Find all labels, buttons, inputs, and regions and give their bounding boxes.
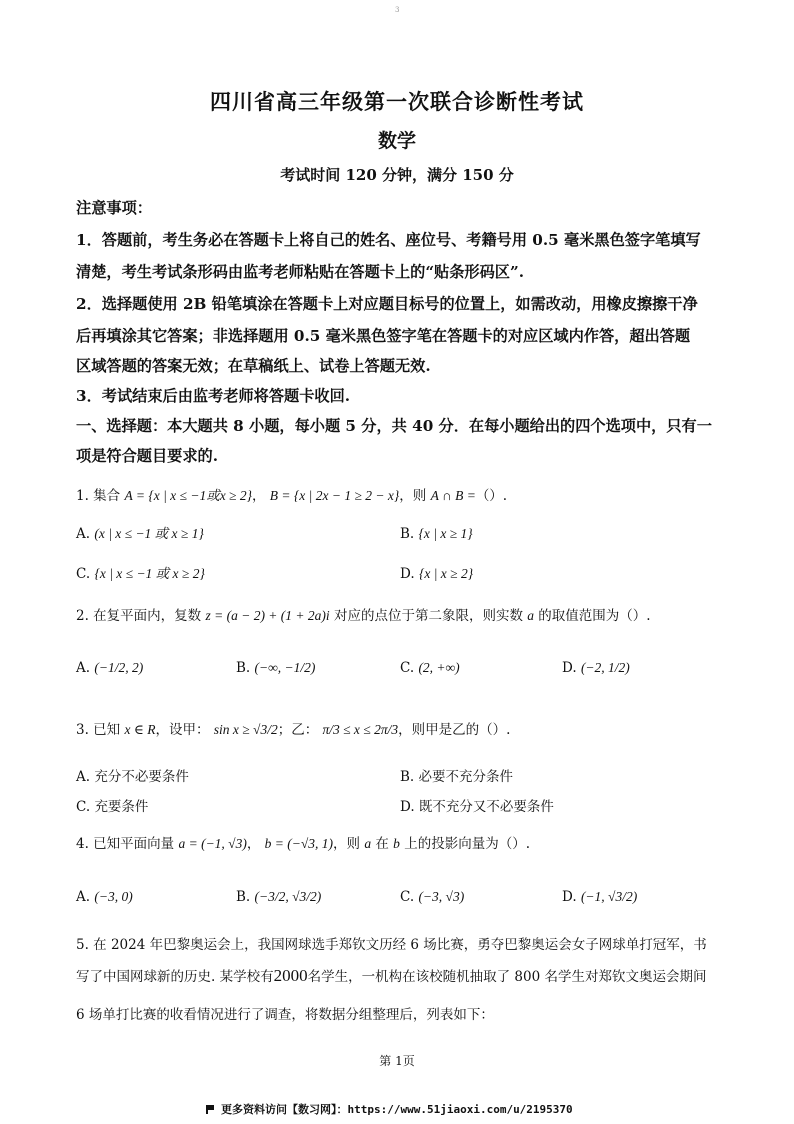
option-text: (−3, 0) <box>94 889 133 904</box>
question-1-option-b[interactable] <box>400 524 473 544</box>
notice-item-1-line-2: 清楚，考生考试条形码由监考老师粘贴在答题卡上的“贴条形码区”. <box>76 263 525 281</box>
notice-item-3: 3．考试结束后由监考老师将答题卡收回. <box>76 387 351 405</box>
question-2-tail: 的取值范围为（）. <box>538 608 651 624</box>
question-3-option-a[interactable] <box>76 767 189 787</box>
option-text: 既不充分又不必要条件 <box>418 799 554 815</box>
question-4-separator: ， <box>246 836 261 852</box>
option-label: B. <box>236 889 251 905</box>
option-label: C. <box>76 566 91 582</box>
question-1-ask-prefix: ，则 <box>399 488 427 504</box>
question-1-option-c[interactable] <box>76 564 205 584</box>
option-label: A. <box>76 660 91 676</box>
question-2-option-a[interactable] <box>76 658 143 678</box>
question-5-line-2 <box>76 966 706 987</box>
option-text: (−1/2, 2) <box>94 660 144 675</box>
option-label: C. <box>400 889 415 905</box>
page-number: 第 1页 <box>379 1054 415 1068</box>
exam-title: 四川省高三年级第一次联合诊断性考试 <box>210 89 584 114</box>
question-3-yi-label: ；乙： <box>277 722 319 738</box>
question-5-line-2-b: 名学生，一机构在该校随机抽取了 800 名学生对郑钦文奥运会期间 <box>307 969 707 985</box>
option-label: D. <box>400 566 415 582</box>
footer-ad-link[interactable] <box>206 1101 573 1117</box>
option-text: (2, +∞) <box>418 660 460 675</box>
question-1-ask-suffix: （）. <box>475 488 508 504</box>
question-2-stem <box>76 606 651 626</box>
option-label: A. <box>76 526 91 542</box>
question-3-number: 3. 已知 <box>76 722 121 738</box>
option-text: 必要不充分条件 <box>418 769 514 785</box>
option-label: B. <box>400 526 415 542</box>
option-label: C. <box>76 799 91 815</box>
question-4-a-symbol: a <box>364 836 372 851</box>
question-4-stem <box>76 834 530 854</box>
option-label: A. <box>76 769 91 785</box>
question-4-zai: 在 <box>375 836 389 852</box>
option-text: {x | x ≥ 1} <box>418 526 473 541</box>
subject-title: 数学 <box>377 130 416 152</box>
notice-item-2-line-2: 后再填涂其它答案；非选择题用 0.5 毫米黑色签字笔在答题卡的对应区域内作答，超出答题 <box>76 327 691 345</box>
question-4-option-a[interactable] <box>76 887 133 907</box>
question-1-option-a[interactable] <box>76 524 204 544</box>
option-label: D. <box>562 889 577 905</box>
question-1-option-d[interactable] <box>400 564 473 584</box>
question-2-option-b[interactable] <box>236 658 315 678</box>
option-text: (−∞, −1/2) <box>254 660 316 675</box>
option-label: A. <box>76 889 91 905</box>
question-4-b-symbol: b <box>393 836 400 851</box>
notice-item-2-line-1: 2．选择题使用 2B 铅笔填涂在答题卡上对应题目标号的位置上，如需改动，用橡皮擦擦干净 <box>76 295 698 313</box>
notice-item-2-line-3: 区域答题的答案无效；在草稿纸上、试卷上答题无效. <box>76 357 431 375</box>
option-text: (−2, 1/2) <box>580 660 630 675</box>
question-4-tail: 上的投影向量为（）. <box>404 836 530 852</box>
option-text: (x | x ≤ −1 或 x ≥ 1} <box>94 526 204 541</box>
question-3-jia-label: ，设甲： <box>155 722 210 738</box>
question-5-line-3: 6 场单打比赛的收看情况进行了调查，将数据分组整理后，列表如下： <box>76 1007 494 1023</box>
question-4-option-c[interactable] <box>400 887 464 907</box>
question-1-separator: ， <box>252 488 266 504</box>
question-3-option-b[interactable] <box>400 767 513 787</box>
question-2-option-d[interactable] <box>562 658 630 678</box>
page-mark: 3 <box>395 6 400 14</box>
question-2-number: 2. 在复平面内，复数 <box>76 608 202 624</box>
notice-item-1-line-1: 1．答题前，考生务必在答题卡上将自己的姓名、座位号、考籍号用 0.5 毫米黑色签字笔填写 <box>76 231 701 249</box>
question-4-mid: ，则 <box>333 836 361 852</box>
question-1-set-b: B = {x | 2x − 1 ≥ 2 − x} <box>269 488 400 503</box>
question-1-number: 1. 集合 <box>76 488 121 504</box>
notice-heading: 注意事项： <box>76 199 152 217</box>
question-2-expr: z = (a − 2) + (1 + 2a)i <box>205 608 330 623</box>
question-2-var: a <box>527 608 534 623</box>
option-text: (−1, √3/2) <box>580 889 638 904</box>
option-label: D. <box>562 660 577 676</box>
option-text: {x | x ≤ −1 或 x ≥ 2} <box>94 566 205 581</box>
question-3-stem <box>76 720 510 740</box>
question-5-line-2-a: 写了中国网球新的历史. 某学校有 <box>76 969 274 985</box>
question-4-vector-a: a = (−1, √3) <box>178 836 247 851</box>
exam-time: 考试时间 120 分钟，满分 150 分 <box>280 166 514 184</box>
question-3-yi: π/3 ≤ x ≤ 2π/3 <box>322 722 399 737</box>
question-4-option-d[interactable] <box>562 887 637 907</box>
question-3-tail: ，则甲是乙的（）. <box>398 722 511 738</box>
section-1-line-2: 项是符合题目要求的. <box>76 447 218 465</box>
question-3-condition: x ∈ R <box>124 722 156 737</box>
option-text: 充要条件 <box>94 799 149 815</box>
question-2-option-c[interactable] <box>400 658 460 678</box>
flag-icon <box>206 1105 216 1114</box>
option-text: (−3/2, √3/2) <box>254 889 322 904</box>
option-label: D. <box>400 799 415 815</box>
option-label: B. <box>236 660 251 676</box>
footer-ad-text: 更多资料访问【数习网】：https://www.51jiaoxi.com/u/2195370 <box>221 1103 573 1116</box>
option-text: {x | x ≥ 2} <box>418 566 474 581</box>
question-3-option-d[interactable] <box>400 797 554 817</box>
option-text: 充分不必要条件 <box>94 769 189 785</box>
question-5-line-1: 5. 在 2024 年巴黎奥运会上，我国网球选手郑钦文历经 6 场比赛，勇夺巴黎奥运会女子网球单打冠军，书 <box>76 937 707 953</box>
question-3-jia: sin x ≥ √3/2 <box>213 722 278 737</box>
question-5-student-count: 2000 <box>273 966 308 985</box>
question-1-ask-expr: A ∩ B = <box>430 488 476 503</box>
option-label: B. <box>400 769 415 785</box>
question-1-set-a: A = {x | x ≤ −1或x ≥ 2} <box>124 488 252 503</box>
question-3-option-c[interactable] <box>76 797 148 817</box>
question-4-number: 4. 已知平面向量 <box>76 836 175 852</box>
question-2-mid: 对应的点位于第二象限，则实数 <box>333 608 523 624</box>
section-1-line-1: 一、选择题：本大题共 8 小题，每小题 5 分，共 40 分．在每小题给出的四个选项中，只有一 <box>76 417 712 435</box>
question-4-vector-b: b = (−√3, 1) <box>264 836 334 851</box>
question-1-stem <box>76 486 507 506</box>
option-text: (−3, √3) <box>418 889 465 904</box>
option-label: C. <box>400 660 415 676</box>
question-4-option-b[interactable] <box>236 887 321 907</box>
